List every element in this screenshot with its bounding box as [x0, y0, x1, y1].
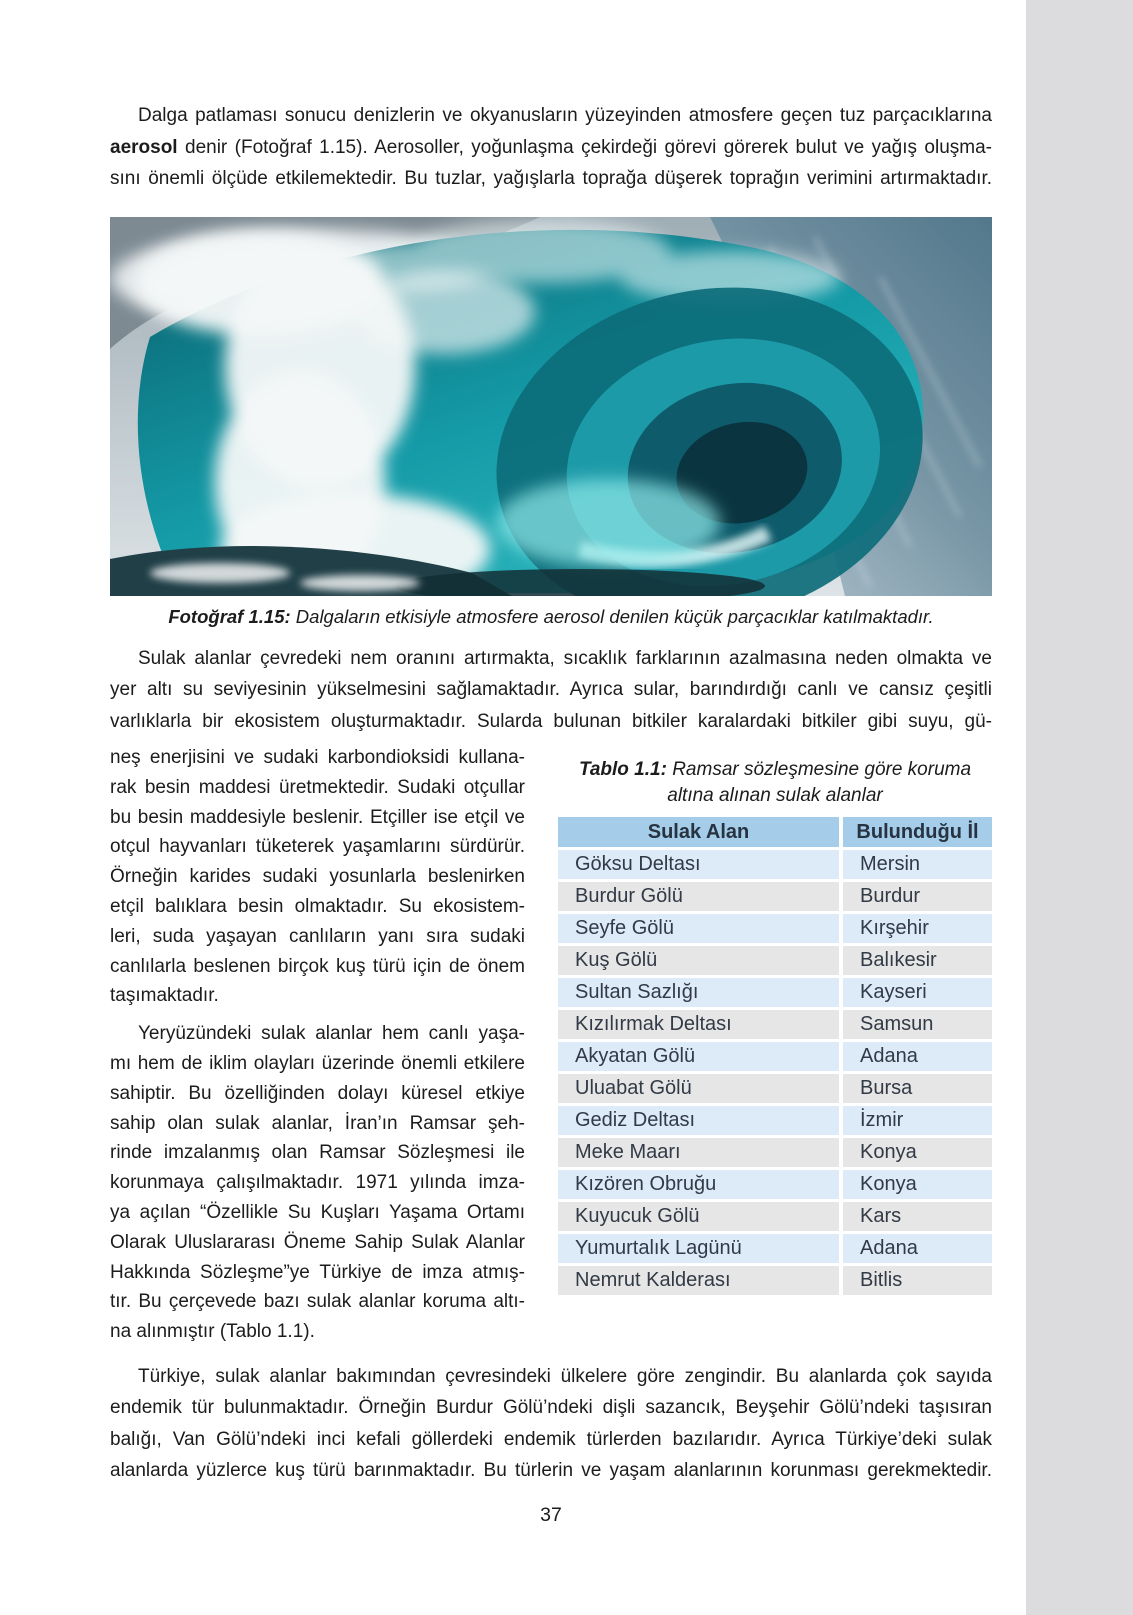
- text-line: otçul hayvanları tüketerek yaşamlarını sürdürür.: [110, 836, 525, 858]
- two-column-region: [110, 743, 992, 1347]
- table-cell-wetland: Yumurtalık Lagünü: [558, 1234, 839, 1263]
- text-line: Sulak alanlar çevredeki nem oranını artırmakta, sıcaklık farklarının azalmasına neden olmakta ve: [138, 647, 992, 669]
- text-line: sını önemli ölçüde etkilemektedir. Bu tuzlar, yağışlarla toprağa düşerek toprağın verimini artırmaktadır.: [110, 168, 992, 189]
- table-row: [558, 1010, 992, 1039]
- text-line: ya açılan “Özellikle Su Kuşları Yaşama Ortamı: [110, 1201, 525, 1223]
- text-line: taşımaktadır.: [110, 985, 219, 1007]
- table-cell-province: Bitlis: [843, 1266, 992, 1295]
- table-row: [558, 1266, 992, 1295]
- text-line: sahip olan sulak alanlar, İran’ın Ramsar şeh-: [110, 1112, 525, 1134]
- table-row: [558, 850, 992, 879]
- table-cell-province: Kırşehir: [843, 914, 992, 943]
- text-line: alanlarda yüzlerce kuş türü barınmaktadır. Bu türlerin ve yaşam alanlarının korunması gerekmektedir.: [110, 1460, 992, 1482]
- table-row: [558, 1138, 992, 1167]
- table-cell-province: Kars: [843, 1202, 992, 1231]
- table-cell-wetland: Meke Maarı: [558, 1138, 839, 1167]
- text-line: na alınmıştır (Tablo 1.1).: [110, 1321, 315, 1343]
- table-cell-province: Burdur: [843, 882, 992, 911]
- text-line: korunmaya çalışılmaktadır. 1971 yılında imza-: [110, 1172, 525, 1194]
- table-cell-wetland: Kızören Obruğu: [558, 1170, 839, 1199]
- photo-caption: [110, 605, 992, 629]
- text-span: denir (Fotoğraf 1.15). Aerosoller, yoğunlaşma çekirdeği görevi görerek bulut ve yağış oluşma-: [177, 136, 992, 158]
- text-line: leri, suda yaşayan canlıların yanı sıra sudaki: [110, 925, 525, 947]
- text-line: endemik tür bulunmaktadır. Örneğin Burdur Gölü’ndeki dişli sazancık, Beyşehir Gölü’ndeki taşısıran: [110, 1397, 992, 1419]
- table-cell-wetland: Akyatan Gölü: [558, 1042, 839, 1071]
- text-line: etçil balıklara besin olmaktadır. Su ekosistem-: [110, 895, 525, 917]
- text-line: varlıklarla bir ekosistem oluşturmaktadır. Sularda bulunan bitkiler karalardaki bitkiler gibi suyu, gü-: [110, 710, 992, 732]
- text-line: Yeryüzündeki sulak alanlar hem canlı yaşa-: [138, 1023, 525, 1045]
- table-title-label: Tablo 1.1:: [578, 759, 667, 780]
- text-line: Örneğin karides sudaki yosunlarla beslenirken: [110, 866, 525, 888]
- table-header-row: [558, 817, 992, 847]
- wave-photo-illustration: [110, 217, 992, 596]
- left-text-column: [110, 743, 525, 1347]
- table-cell-wetland: Kuyucuk Gölü: [558, 1202, 839, 1231]
- table-row: [558, 1106, 992, 1135]
- text-line: Dalga patlaması sonucu denizlerin ve okyanusların yüzeyinden atmosfere geçen tuz parçacıklarına: [138, 105, 992, 126]
- page-number: 37: [540, 1503, 562, 1526]
- table-cell-province: Balıkesir: [843, 946, 992, 975]
- photo-caption-text: Dalgaların etkisiyle atmosfere aerosol denilen küçük parçacıklar katılmaktadır.: [290, 605, 934, 627]
- text-line: sahiptir. Bu özelliğinden dolayı küresel etkiye: [110, 1082, 525, 1104]
- text-line: canlılarla beslenen birçok kuş türü için de önem: [110, 955, 525, 977]
- table-row: [558, 978, 992, 1007]
- table-column: [558, 743, 992, 1298]
- table-cell-wetland: Uluabat Gölü: [558, 1074, 839, 1103]
- wetlands-intro-paragraph: [110, 643, 992, 738]
- table-cell-wetland: Kuş Gölü: [558, 946, 839, 975]
- table-cell-province: İzmir: [843, 1106, 992, 1135]
- table-body: [558, 850, 992, 1295]
- table-cell-province: Samsun: [843, 1010, 992, 1039]
- table-cell-province: Konya: [843, 1170, 992, 1199]
- text-line: Türkiye, sulak alanlar bakımından çevresindeki ülkelere göre zengindir. Bu alanlarda çok sayıda: [138, 1365, 992, 1387]
- table-title-text: Ramsar sözleşmesine göre koruma altına alınan sulak alanlar: [666, 759, 972, 806]
- text-line: Olarak Uluslararası Öneme Sahip Sulak Alanlar: [110, 1231, 525, 1253]
- table-row: [558, 914, 992, 943]
- table-header-wetland: Sulak Alan: [558, 817, 839, 847]
- text-line: neş enerjisini ve sudaki karbondioksidi kullana-: [110, 747, 525, 768]
- table-cell-province: Adana: [843, 1234, 992, 1263]
- text-line: rak besin maddesi üretmektedir. Sudaki otçullar: [110, 776, 525, 798]
- table-row: [558, 1202, 992, 1231]
- table-row: [558, 1234, 992, 1263]
- wetlands-continuation-paragraph: [110, 743, 525, 1011]
- ramsar-paragraph: [110, 1019, 525, 1347]
- text-line: [110, 132, 992, 164]
- table-header-province: Bulunduğu İl: [843, 817, 992, 847]
- table-cell-wetland: Sultan Sazlığı: [558, 978, 839, 1007]
- table-cell-province: Mersin: [843, 850, 992, 879]
- table-cell-wetland: Nemrut Kalderası: [558, 1266, 839, 1295]
- table-cell-province: Adana: [843, 1042, 992, 1071]
- text-line: tır. Bu çerçevede bazı sulak alanlar koruma altı-: [110, 1291, 525, 1313]
- text-line: balığı, Van Gölü’ndeki inci kefali göllerdeki endemik türlerden bazılarıdır. Ayrıca Türkiye’deki sulak: [110, 1428, 992, 1450]
- table-row: [558, 1042, 992, 1071]
- page-content: [110, 0, 992, 1527]
- text-line: mı hem de iklim olayları üzerinde önemli etkilere: [110, 1052, 525, 1074]
- table-cell-wetland: Kızılırmak Deltası: [558, 1010, 839, 1039]
- table-cell-wetland: Gediz Deltası: [558, 1106, 839, 1135]
- table-row: [558, 1074, 992, 1103]
- page-edge-gray-band: [1026, 0, 1133, 1615]
- closing-paragraph: [110, 1361, 992, 1487]
- text-line: bu besin maddesiyle beslenir. Etçiller ise etçil ve: [110, 806, 525, 828]
- bold-term-aerosol: aerosol: [110, 136, 178, 158]
- table-row: [558, 882, 992, 911]
- table-cell-province: Kayseri: [843, 978, 992, 1007]
- wave-photo: [110, 217, 992, 596]
- table-cell-wetland: Göksu Deltası: [558, 850, 839, 879]
- table-cell-wetland: Burdur Gölü: [558, 882, 839, 911]
- intro-paragraph: [110, 100, 992, 195]
- table-row: [558, 946, 992, 975]
- text-line: rinde imzalanmış olan Ramsar Sözleşmesi ile: [110, 1142, 525, 1164]
- table-title: [572, 757, 978, 809]
- wetlands-table: [558, 817, 992, 1295]
- text-line: yer altı su seviyesinin yükselmesini sağlamaktadır. Ayrıca sular, barındırdığı canlı ve cansız çeşitli: [110, 679, 992, 700]
- photo-caption-label: Fotoğraf 1.15:: [168, 605, 291, 627]
- table-cell-province: Konya: [843, 1138, 992, 1167]
- table-row: [558, 1170, 992, 1199]
- table-cell-province: Bursa: [843, 1074, 992, 1103]
- table-cell-wetland: Seyfe Gölü: [558, 914, 839, 943]
- text-line: Hakkında Sözleşme”ye Türkiye de imza atmış-: [110, 1261, 525, 1283]
